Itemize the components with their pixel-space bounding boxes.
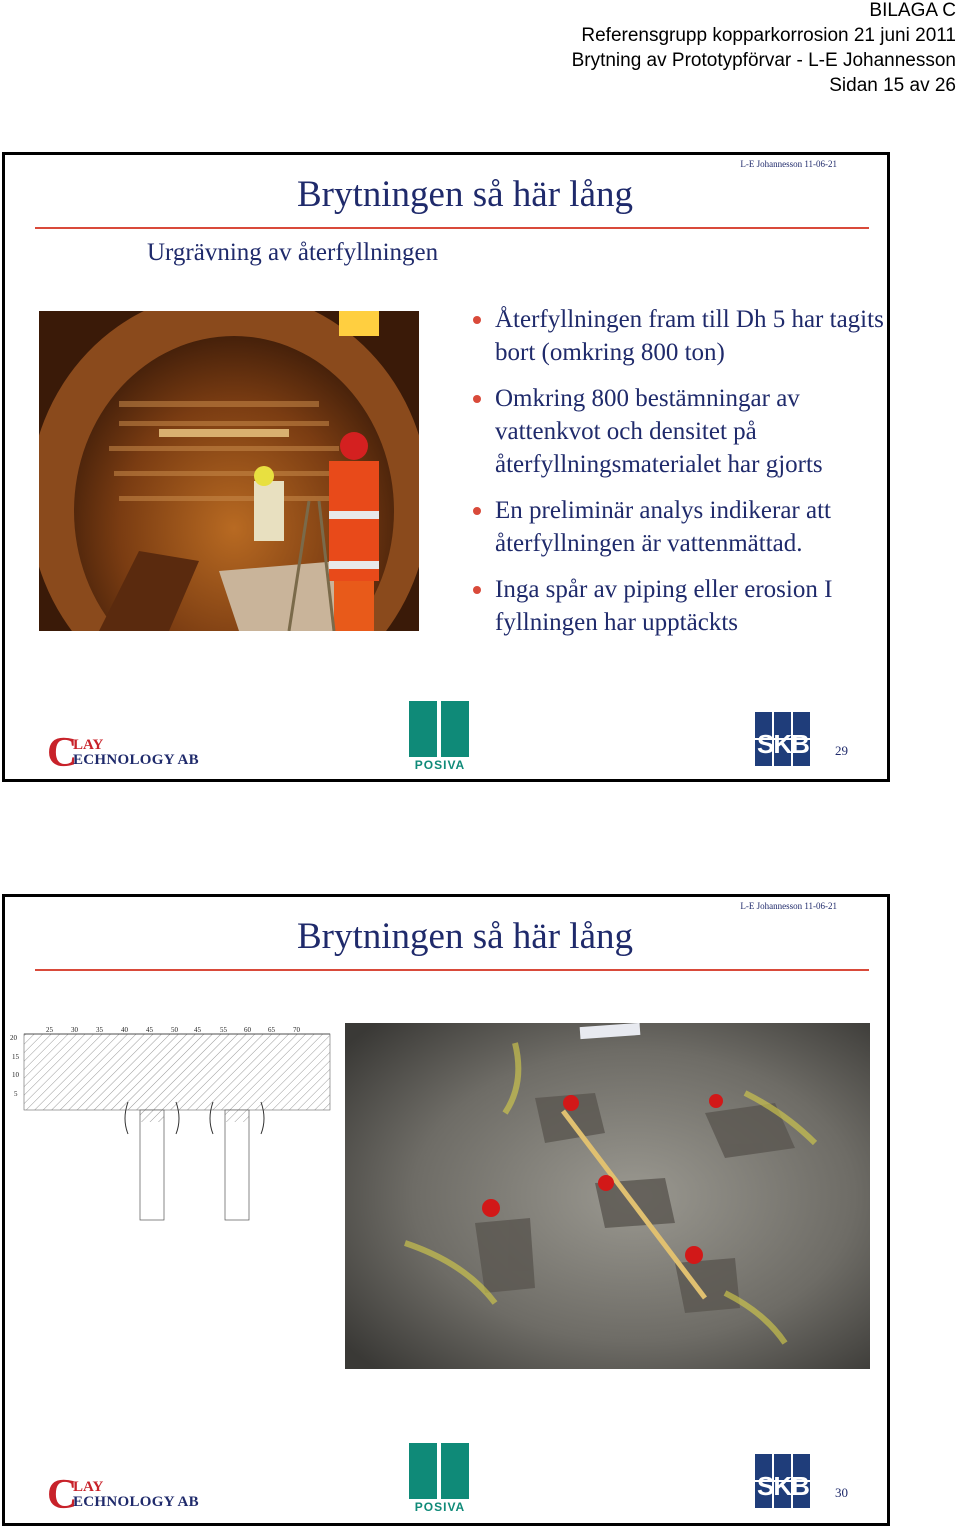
diagram-top-label: 40 (121, 1026, 128, 1034)
diagram-top-label: 70 (293, 1026, 300, 1034)
header-line-2: Brytning av Prototypförvar - L-E Johannesson (571, 50, 956, 71)
bullet-text: Inga spår av piping eller erosion I fyllningen har upptäckts (495, 576, 833, 636)
posiva-logo-block (441, 1443, 469, 1499)
clay-logo-letter: C (47, 1472, 78, 1518)
diagram-top-label: 35 (96, 1026, 103, 1034)
skb-logo-text: SKB (757, 729, 809, 759)
bullet-dot (473, 316, 481, 324)
diagram-top-label: 60 (244, 1026, 251, 1034)
clay-logo-letter: C (47, 730, 78, 776)
bullet-item (495, 573, 885, 639)
diagram-side-label: 5 (14, 1090, 18, 1098)
diagram-top-label: 45 (146, 1026, 153, 1034)
slide-subtitle: Urgrävning av återfyllningen (147, 239, 439, 266)
slide-page-number: 30 (835, 1485, 848, 1500)
clay-logo-tech: ECHNOLOGY AB (73, 1494, 199, 1510)
appendix-label: BILAGA C (869, 0, 956, 21)
bullet-text: En preliminär analys indikerar att återfyllningen är vattenmättad. (495, 497, 831, 557)
diagram-side-label: 15 (12, 1053, 19, 1061)
excavation-floor-photo-image (345, 1023, 870, 1369)
slide-title: Brytningen så här lång (297, 174, 633, 215)
bullet-dot (473, 395, 481, 403)
slide-29 (2, 152, 890, 782)
bullet-text: Återfyllningen fram till Dh 5 har tagits bort (omkring 800 ton) (495, 306, 884, 366)
slide-title: Brytningen så här lång (297, 916, 633, 957)
posiva-logo-block (409, 701, 437, 757)
diagram-top-label: 55 (220, 1026, 227, 1034)
backfill-diagram (10, 1024, 340, 1224)
title-rule (35, 969, 869, 971)
slide-30 (2, 894, 890, 1526)
clay-logo-tech: ECHNOLOGY AB (73, 752, 199, 768)
diagram-side-label: 20 (10, 1034, 17, 1042)
posiva-logo-text: POSIVA (414, 758, 466, 772)
clay-logo-lay: LAY (73, 737, 104, 753)
clay-technology-logo (47, 1472, 217, 1518)
bullet-list (495, 303, 885, 652)
posiva-logo-block (441, 701, 469, 757)
posiva-logo-block (409, 1443, 437, 1499)
tunnel-photo-image (39, 311, 419, 631)
slide-page-number: 29 (835, 743, 848, 758)
slide-author: L-E Johannesson 11-06-21 (740, 159, 837, 169)
page-indicator: Sidan 15 av 26 (829, 75, 956, 96)
backfill-diagram-svg (10, 1024, 340, 1224)
skb-logo-text: SKB (757, 1471, 809, 1501)
posiva-logo (409, 1443, 471, 1513)
diagram-top-label: 25 (46, 1026, 53, 1034)
clay-logo-lay: LAY (73, 1479, 104, 1495)
skb-logo (755, 1454, 811, 1510)
header-line-1: Referensgrupp kopparkorrosion 21 juni 2011 (581, 25, 956, 46)
diagram-top-label: 50 (171, 1026, 178, 1034)
skb-logo (755, 712, 811, 768)
excavation-floor-photo (345, 1023, 870, 1369)
bullet-item (495, 494, 885, 560)
bullet-item (495, 303, 885, 369)
bullet-dot (473, 507, 481, 515)
page-header (572, 0, 956, 98)
posiva-logo (409, 701, 471, 771)
bullet-text: Omkring 800 bestämningar av vattenkvot och densitet på återfyllningsmaterialet har gjorts (495, 385, 823, 478)
diagram-top-label: 45 (194, 1026, 201, 1034)
posiva-logo-text: POSIVA (414, 1500, 466, 1514)
slide-author: L-E Johannesson 11-06-21 (740, 901, 837, 911)
title-rule (35, 227, 869, 229)
diagram-top-label: 65 (268, 1026, 275, 1034)
clay-technology-logo (47, 730, 217, 776)
tunnel-photo (39, 311, 419, 631)
diagram-top-label: 30 (71, 1026, 78, 1034)
diagram-side-label: 10 (12, 1071, 19, 1079)
bullet-item (495, 382, 885, 481)
bullet-dot (473, 586, 481, 594)
